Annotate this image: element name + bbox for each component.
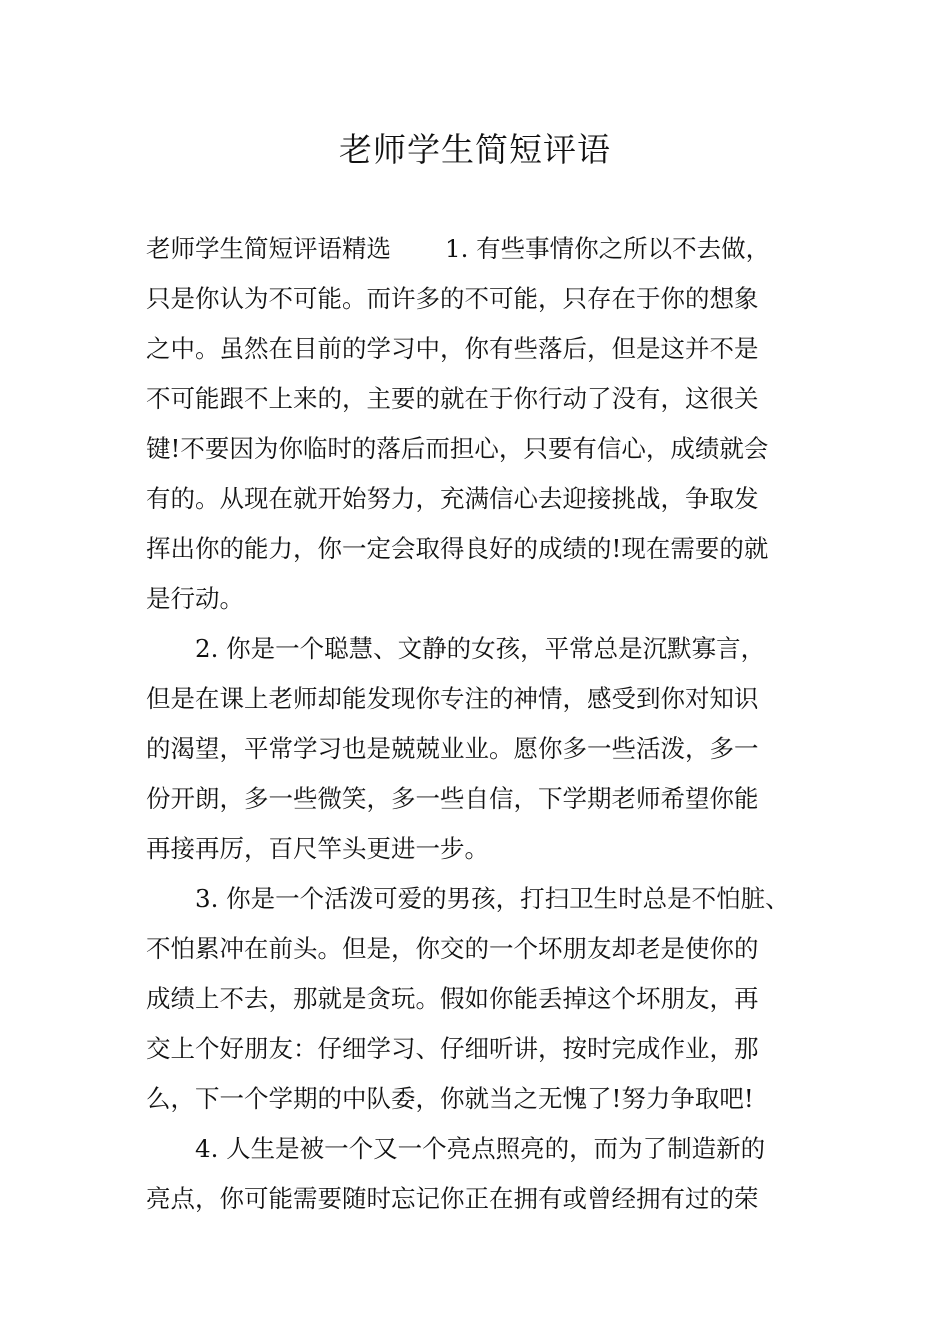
text-line: 亮点，你可能需要随时忘记你正在拥有或曾经拥有过的荣	[146, 1184, 759, 1213]
text-line: 成绩上不去，那就是贪玩。假如你能丢掉这个坏朋友，再	[146, 984, 759, 1013]
text-line: 不怕累冲在前头。但是，你交的一个坏朋友却老是使你的	[146, 934, 759, 963]
text-line: 的渴望，平常学习也是兢兢业业。愿你多一些活泼，多一	[146, 734, 759, 763]
text-line: 4. 人生是被一个又一个亮点照亮的，而为了制造新的	[146, 1134, 766, 1163]
text-line	[146, 224, 818, 274]
text-line: 挥出你的能力，你一定会取得良好的成绩的!现在需要的就	[146, 534, 769, 563]
text-line: 之中。虽然在目前的学习中，你有些落后，但是这并不是	[146, 334, 759, 363]
text-line: 只是你认为不可能。而许多的不可能，只存在于你的想象	[146, 284, 759, 313]
line-text: 1. 有些事情你之所以不去做，	[445, 234, 771, 263]
text-line: 么，下一个学期的中队委，你就当之无愧了!努力争取吧!	[146, 1084, 754, 1113]
text-line: 交上个好朋友：仔细学习、仔细听讲，按时完成作业，那	[146, 1034, 759, 1063]
text-line: 份开朗，多一些微笑，多一些自信，下学期老师希望你能	[146, 784, 759, 813]
document-title: 老师学生简短评语	[339, 130, 611, 169]
section-heading: 老师学生简短评语精选	[146, 234, 391, 263]
text-line: 不可能跟不上来的，主要的就在于你行动了没有，这很关	[146, 384, 759, 413]
document-body	[146, 224, 818, 1224]
text-line: 再接再厉，百尺竿头更进一步。	[146, 834, 489, 863]
text-line: 键!不要因为你临时的落后而担心，只要有信心，成绩就会	[146, 434, 769, 463]
text-line: 2. 你是一个聪慧、文静的女孩，平常总是沉默寡言，	[146, 634, 766, 663]
text-line: 有的。从现在就开始努力，充满信心去迎接挑战，争取发	[146, 484, 759, 513]
text-line: 3. 你是一个活泼可爱的男孩，打扫卫生时总是不怕脏、	[146, 884, 790, 913]
text-line: 但是在课上老师却能发现你专注的神情，感受到你对知识	[146, 684, 759, 713]
text-line: 是行动。	[146, 584, 244, 613]
